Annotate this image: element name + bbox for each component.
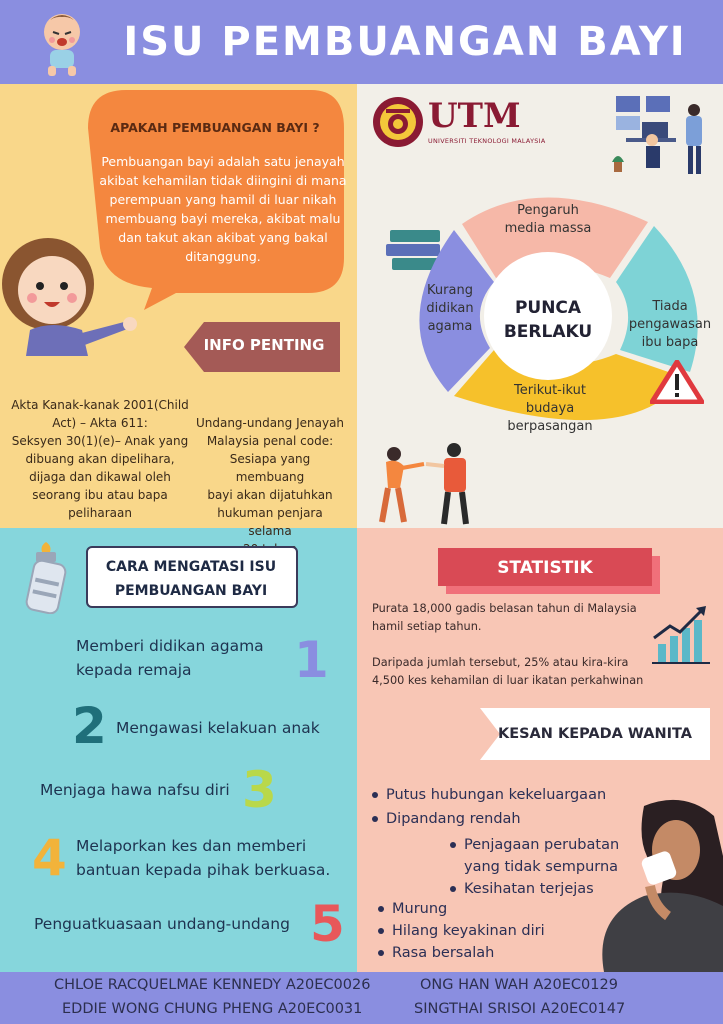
- akta-line: dijaga dan dikawal oleh: [29, 470, 171, 484]
- growth-chart-icon: [652, 604, 710, 666]
- penal-code-line: hukuman penjara selama: [217, 506, 323, 538]
- couple-illustration: [374, 440, 484, 526]
- cycle-label-line: agama: [427, 319, 473, 334]
- solution-line: bantuan kepada pihak berkuasa.: [76, 861, 331, 879]
- definition-line: perempuan yang hamil di luar nikah: [109, 192, 337, 207]
- bullet-icon: [450, 842, 456, 848]
- akta-line: Act) – Akta 611:: [52, 416, 148, 430]
- step-number-4: 4: [32, 829, 67, 887]
- definition-line: ditanggung.: [185, 249, 261, 264]
- bullet-icon: [378, 906, 384, 912]
- bullet-icon: [378, 950, 384, 956]
- solution-step-2: [116, 716, 346, 740]
- solution-line: Penguatkuasaan undang-undang: [34, 915, 290, 933]
- definition-line: Pembuangan bayi adalah satu jenayah: [101, 154, 345, 169]
- definition-line: dan takut akan akibat yang bakal: [118, 230, 328, 245]
- cycle-label-line: media massa: [504, 221, 592, 236]
- effect-item: [450, 878, 594, 900]
- cycle-label-line: berpasangan: [507, 419, 593, 434]
- cycle-center-line: PUNCA: [514, 298, 582, 318]
- cycle-label-agama: [414, 282, 486, 336]
- penal-code-line: Malaysia penal code:: [206, 434, 334, 448]
- author-name: CHLOE RACQUELMAE KENNEDY A20EC0026: [54, 977, 371, 993]
- bullet-icon: [372, 816, 378, 822]
- page-title: ISU PEMBUANGAN BAYI: [123, 19, 687, 65]
- effect-item: [378, 942, 494, 964]
- definition-line: akibat kehamilan tidak diingini di mana: [99, 173, 347, 188]
- effect-item: [378, 920, 545, 942]
- solution-line: Melaporkan kes dan memberi: [76, 837, 307, 855]
- cycle-center-line: BERLAKU: [503, 322, 593, 342]
- akta-line: dibuang akan dipelihara,: [25, 452, 175, 466]
- baby-bottle-icon: [22, 542, 70, 614]
- stat-line: Daripada jumlah tersebut, 25% atau kira-kira: [372, 656, 629, 669]
- effect-text: Putus hubungan kekeluargaan: [386, 787, 607, 803]
- cycle-label-line: didikan: [426, 301, 474, 316]
- penal-code-line: Undang-undang Jenayah: [195, 416, 345, 430]
- utm-logo-subtitle: UNIVERSITI TEKNOLOGI MALAYSIA: [428, 137, 546, 145]
- utm-logo-text: UTM: [428, 96, 521, 136]
- cycle-label-line: ibu bapa: [641, 335, 699, 350]
- step-number-2: 2: [72, 697, 107, 755]
- bullet-icon: [378, 928, 384, 934]
- penal-code-line: bayi akan dijatuhkan: [207, 488, 333, 502]
- stat-title: STATISTIK: [497, 558, 593, 578]
- solution-line: Mengawasi kelakuan anak: [116, 719, 320, 737]
- utm-seal-logo: [372, 96, 424, 148]
- solutions-title-line: CARA MENGATASI ISU: [105, 559, 277, 575]
- cycle-label-line: pengawasan: [628, 317, 712, 332]
- solution-step-3: [40, 778, 250, 802]
- cycle-label-line: Tiada: [652, 299, 688, 314]
- warning-icon: [650, 360, 704, 404]
- akta-line: Seksyen 30(1)(e)– Anak yang: [11, 434, 189, 448]
- cycle-label-pengawasan: [622, 298, 718, 352]
- penal-code-text: [195, 414, 345, 558]
- step-number-5: 5: [310, 895, 345, 953]
- akta-line: peliharaan: [68, 506, 132, 520]
- solution-step-1: [76, 634, 296, 682]
- effect-item: [372, 808, 521, 830]
- cycle-center-label: [488, 296, 608, 344]
- solution-line: kepada remaja: [76, 661, 192, 679]
- cycle-label-budaya: [490, 382, 610, 436]
- effects-title: KESAN KEPADA WANITA: [497, 726, 693, 742]
- effect-text: Kesihatan terjejas: [464, 881, 594, 897]
- info-tag-label: INFO PENTING: [203, 336, 325, 354]
- solution-step-4: [76, 834, 352, 882]
- author-name: SINGTHAI SRISOI A20EC0147: [414, 1001, 626, 1017]
- effect-text: Hilang keyakinan diri: [392, 923, 545, 939]
- effect-text: yang tidak sempurna: [464, 859, 619, 875]
- solutions-title: [92, 555, 290, 603]
- crying-woman-illustration: [584, 796, 723, 972]
- effect-text: Rasa bersalah: [392, 945, 495, 961]
- effect-item: [372, 784, 606, 806]
- akta-line: seorang ibu atau bapa: [32, 488, 168, 502]
- solution-line: Menjaga hawa nafsu diri: [40, 781, 230, 799]
- effect-text: Dipandang rendah: [386, 811, 521, 827]
- cycle-label-line: budaya: [525, 401, 575, 416]
- girl-illustration: [0, 236, 150, 356]
- effect-item: [378, 898, 447, 920]
- penal-code-line: Sesiapa yang membuang: [229, 452, 311, 484]
- author-name: ONG HAN WAH A20EC0129: [420, 977, 618, 993]
- definition-question: APAKAH PEMBUANGAN BAYI ?: [110, 120, 320, 135]
- cycle-label-line: Pengaruh: [517, 203, 579, 218]
- akta-text: [10, 396, 190, 522]
- cycle-label-line: Terikut-ikut: [514, 383, 586, 398]
- step-number-1: 1: [294, 631, 329, 689]
- step-number-3: 3: [242, 761, 277, 819]
- author-name: EDDIE WONG CHUNG PHENG A20EC0031: [62, 1001, 363, 1017]
- effect-text: Murung: [392, 901, 448, 917]
- stat-paragraph-2: [372, 654, 662, 690]
- solution-step-5: [34, 912, 304, 936]
- stat-paragraph-1: [372, 600, 662, 636]
- stat-line: 4,500 kes kehamilan di luar ikatan perkahwinan: [372, 674, 644, 687]
- office-illustration: [606, 92, 712, 178]
- bullet-icon: [372, 792, 378, 798]
- solution-line: Memberi didikan agama: [76, 637, 264, 655]
- cycle-label-line: Kurang: [427, 283, 473, 298]
- bullet-icon: [450, 886, 456, 892]
- definition-line: membuang bayi mereka, akibat malu: [105, 211, 341, 226]
- effect-text: Penjagaan perubatan: [464, 837, 620, 853]
- cycle-label-media: [488, 202, 608, 238]
- akta-line: Akta Kanak-kanak 2001(Child: [11, 398, 189, 412]
- solutions-title-line: PEMBUANGAN BAYI: [114, 583, 268, 599]
- stat-line: Purata 18,000 gadis belasan tahun di Malaysia: [372, 602, 637, 615]
- crying-baby-icon: [34, 8, 90, 80]
- stat-line: hamil setiap tahun.: [372, 620, 482, 633]
